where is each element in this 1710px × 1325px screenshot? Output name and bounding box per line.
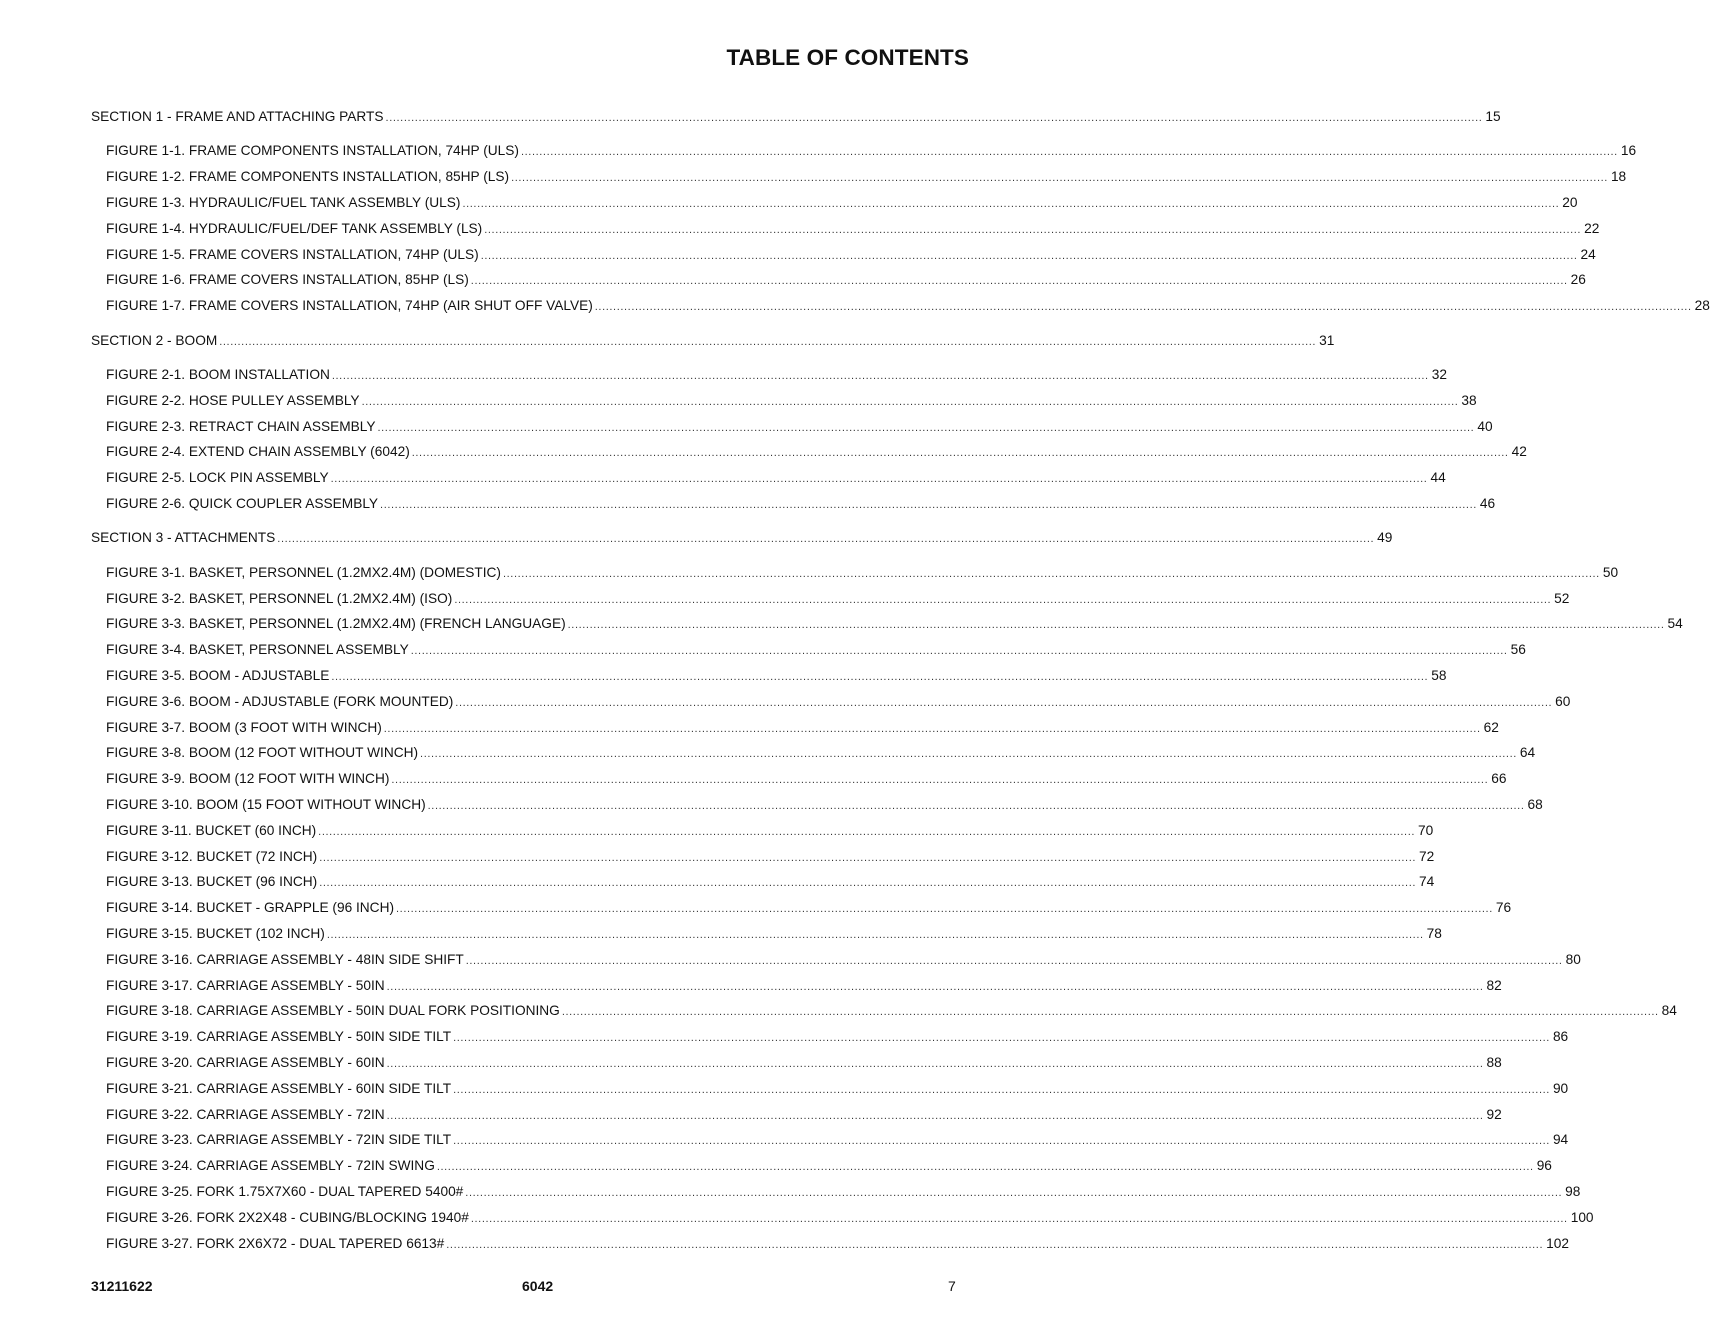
entry-title: SECTION 1 - FRAME AND ATTACHING PARTS: [91, 109, 384, 124]
toc-figure-entry[interactable]: [106, 418, 1493, 436]
dot-leader: ............................................................................................................................................................................................................................................................................................................: [326, 929, 1424, 941]
entry-page-number: 54: [1667, 616, 1683, 632]
dot-leader: ............................................................................................................................................................................................................................................................................................................: [567, 619, 1665, 632]
entry-page-number: 84: [1661, 1003, 1677, 1019]
entry-page-number: 78: [1426, 926, 1442, 941]
toc-figure-entry[interactable]: [106, 693, 1571, 711]
dot-leader: ............................................................................................................................................................................................................................................................................................................: [453, 1032, 1550, 1045]
dot-leader: ............................................................................................................................................................................................................................................................................................................: [470, 1212, 1568, 1225]
entry-title: FIGURE 3-12. BUCKET (72 INCH): [106, 848, 318, 864]
entry-title: SECTION 2 - BOOM: [91, 332, 218, 348]
dot-leader: ............................................................................................................................................................................................................................................................................................................: [330, 473, 1428, 486]
dot-leader: ............................................................................................................................................................................................................................................................................................................: [383, 722, 1481, 735]
entry-title: FIGURE 1-1. FRAME COMPONENTS INSTALLATION, 74HP (ULS): [106, 143, 519, 159]
toc-figure-entry[interactable]: [106, 667, 1447, 685]
dot-leader: ............................................................................................................................................................................................................................................................................................................: [511, 172, 1608, 185]
entry-title: FIGURE 3-15. BUCKET (102 INCH): [106, 926, 325, 941]
dot-leader: ............................................................................................................................................................................................................................................................................................................: [462, 198, 1560, 210]
toc-section-entry[interactable]: [91, 332, 1335, 350]
dot-leader: ............................................................................................................................................................................................................................................................................................................: [331, 671, 1429, 683]
entry-title: FIGURE 3-27. FORK 2X6X72 - DUAL TAPERED 6613#: [106, 1235, 445, 1251]
toc-figure-entry[interactable]: [106, 615, 1683, 633]
dot-leader: ............................................................................................................................................................................................................................................................................................................: [484, 223, 1582, 236]
entry-title: FIGURE 2-6. QUICK COUPLER ASSEMBLY: [106, 496, 379, 511]
toc-figure-entry[interactable]: [106, 873, 1435, 891]
entry-title: FIGURE 3-5. BOOM - ADJUSTABLE: [106, 668, 330, 683]
entry-title: FIGURE 3-9. BOOM (12 FOOT WITH WINCH): [106, 771, 390, 787]
toc-figure-entry[interactable]: [106, 271, 1586, 289]
entry-page-number: 82: [1486, 977, 1502, 993]
toc-figure-entry[interactable]: [106, 297, 1710, 315]
entry-page-number: 18: [1610, 169, 1627, 185]
dot-leader: ............................................................................................................................................................................................................................................................................................................: [520, 146, 1618, 159]
toc-figure-entry[interactable]: [106, 142, 1637, 160]
toc-figure-entry[interactable]: [106, 495, 1496, 513]
entry-page-number: 50: [1602, 564, 1619, 580]
entry-title: FIGURE 1-4. HYDRAULIC/FUEL/DEF TANK ASSEMBLY (LS): [106, 220, 483, 236]
entry-page-number: 58: [1431, 668, 1447, 683]
dot-leader: ............................................................................................................................................................................................................................................................................................................: [453, 1083, 1550, 1096]
toc-figure-entry[interactable]: [106, 469, 1446, 487]
dot-leader: ............................................................................................................................................................................................................................................................................................................: [377, 421, 1475, 434]
toc-figure-entry[interactable]: [106, 443, 1527, 461]
dot-leader: ............................................................................................................................................................................................................................................................................................................: [470, 275, 1568, 288]
dot-leader: ............................................................................................................................................................................................................................................................................................................: [594, 301, 1692, 314]
entry-title: FIGURE 3-10. BOOM (15 FOOT WITHOUT WINCH): [106, 797, 426, 812]
entry-page-number: 74: [1419, 874, 1435, 890]
dot-leader: ............................................................................................................................................................................................................................................................................................................: [465, 1187, 1563, 1199]
entry-page-number: 100: [1570, 1209, 1594, 1225]
dot-leader: ............................................................................................................................................................................................................................................................................................................: [453, 1135, 1550, 1148]
toc-section-entry[interactable]: [91, 529, 1393, 547]
entry-title: FIGURE 1-3. HYDRAULIC/FUEL TANK ASSEMBLY (ULS): [106, 195, 461, 210]
footer-page-number: 7: [948, 1278, 956, 1294]
entry-title: FIGURE 3-4. BASKET, PERSONNEL ASSEMBLY: [106, 642, 409, 658]
dot-leader: ............................................................................................................................................................................................................................................................................................................: [318, 825, 1416, 838]
toc-figure-entry[interactable]: [106, 1183, 1581, 1201]
dot-leader: ............................................................................................................................................................................................................................................................................................................: [455, 696, 1553, 709]
entry-page-number: 56: [1510, 642, 1526, 658]
dot-leader: ............................................................................................................................................................................................................................................................................................................: [219, 335, 1317, 348]
entry-title: FIGURE 3-1. BASKET, PERSONNEL (1.2MX2.4M) (DOMESTIC): [106, 564, 501, 580]
entry-title: FIGURE 3-20. CARRIAGE ASSEMBLY - 60IN: [106, 1055, 385, 1070]
entry-page-number: 31: [1319, 332, 1335, 348]
toc-figure-entry[interactable]: [106, 194, 1578, 212]
entry-title: FIGURE 3-18. CARRIAGE ASSEMBLY - 50IN DUAL FORK POSITIONING: [106, 1003, 560, 1019]
dot-leader: ............................................................................................................................................................................................................................................................................................................: [411, 447, 1509, 460]
entry-page-number: 86: [1552, 1029, 1569, 1045]
entry-title: FIGURE 1-6. FRAME COVERS INSTALLATION, 85HP (LS): [106, 272, 469, 288]
dot-leader: ............................................................................................................................................................................................................................................................................................................: [396, 903, 1493, 916]
entry-title: FIGURE 3-21. CARRIAGE ASSEMBLY - 60IN SIDE TILT: [106, 1080, 452, 1096]
entry-page-number: 44: [1430, 470, 1446, 486]
toc-figure-entry[interactable]: [106, 1157, 1552, 1175]
entry-title: FIGURE 3-6. BOOM - ADJUSTABLE (FORK MOUNTED): [106, 693, 454, 709]
entry-page-number: 46: [1479, 496, 1496, 511]
entry-page-number: 42: [1511, 444, 1527, 460]
entry-page-number: 40: [1477, 418, 1493, 434]
entry-page-number: 76: [1495, 900, 1512, 916]
entry-title: FIGURE 3-17. CARRIAGE ASSEMBLY - 50IN: [106, 977, 385, 993]
entry-title: FIGURE 2-1. BOOM INSTALLATION: [106, 367, 330, 382]
dot-leader: ............................................................................................................................................................................................................................................................................................................: [380, 499, 1477, 511]
dot-leader: ............................................................................................................................................................................................................................................................................................................: [361, 395, 1459, 408]
entry-title: FIGURE 3-8. BOOM (12 FOOT WITHOUT WINCH): [106, 745, 419, 761]
entry-page-number: 16: [1620, 143, 1637, 159]
entry-page-number: 24: [1580, 246, 1596, 262]
toc-figure-entry[interactable]: [106, 822, 1434, 840]
entry-title: FIGURE 1-5. FRAME COVERS INSTALLATION, 74HP (ULS): [106, 246, 479, 262]
entry-title: FIGURE 3-3. BASKET, PERSONNEL (1.2MX2.4M) (FRENCH LANGUAGE): [106, 616, 566, 632]
entry-page-number: 90: [1552, 1080, 1569, 1096]
entry-page-number: 94: [1552, 1132, 1569, 1148]
toc-figure-entry[interactable]: [106, 951, 1581, 969]
toc-figure-entry[interactable]: [106, 925, 1442, 943]
entry-title: FIGURE 2-5. LOCK PIN ASSEMBLY: [106, 470, 329, 486]
entry-page-number: 70: [1418, 822, 1434, 838]
dot-leader: ............................................................................................................................................................................................................................................................................................................: [446, 1238, 1544, 1251]
entry-title: FIGURE 3-13. BUCKET (96 INCH): [106, 874, 318, 890]
entry-page-number: 102: [1546, 1235, 1569, 1251]
entry-page-number: 49: [1377, 530, 1393, 546]
entry-title: FIGURE 3-16. CARRIAGE ASSEMBLY - 48IN SIDE SHIFT: [106, 951, 464, 967]
dot-leader: ............................................................................................................................................................................................................................................................................................................: [331, 370, 1429, 382]
entry-page-number: 96: [1536, 1158, 1552, 1174]
entry-page-number: 22: [1584, 220, 1600, 236]
toc-section-entry[interactable]: [91, 108, 1501, 126]
entry-title: FIGURE 3-7. BOOM (3 FOOT WITH WINCH): [106, 719, 382, 735]
entry-title: FIGURE 3-24. CARRIAGE ASSEMBLY - 72IN SWING: [106, 1158, 435, 1174]
entry-page-number: 64: [1519, 745, 1536, 761]
entry-page-number: 15: [1485, 109, 1501, 124]
entry-title: FIGURE 3-19. CARRIAGE ASSEMBLY - 50IN SIDE TILT: [106, 1029, 452, 1045]
footer-doc-number: 31211622: [91, 1278, 153, 1294]
entry-page-number: 66: [1491, 771, 1507, 787]
entry-title: FIGURE 1-7. FRAME COVERS INSTALLATION, 74HP (AIR SHUT OFF VALVE): [106, 298, 593, 314]
entry-page-number: 92: [1486, 1106, 1502, 1122]
entry-page-number: 62: [1483, 719, 1499, 735]
entry-page-number: 38: [1461, 392, 1477, 408]
toc-figure-entry[interactable]: [106, 220, 1600, 238]
entry-page-number: 20: [1562, 195, 1578, 210]
entry-title: FIGURE 2-2. HOSE PULLEY ASSEMBLY: [106, 392, 360, 408]
entry-title: FIGURE 3-22. CARRIAGE ASSEMBLY - 72IN: [106, 1106, 385, 1122]
dot-leader: ............................................................................................................................................................................................................................................................................................................: [319, 851, 1417, 864]
dot-leader: ............................................................................................................................................................................................................................................................................................................: [427, 800, 1525, 812]
toc-figure-entry[interactable]: [106, 246, 1596, 264]
entry-title: FIGURE 2-3. RETRACT CHAIN ASSEMBLY: [106, 418, 376, 434]
dot-leader: ............................................................................................................................................................................................................................................................................................................: [385, 112, 1483, 124]
toc-figure-entry[interactable]: [106, 564, 1619, 582]
page-title: TABLE OF CONTENTS: [726, 45, 969, 70]
toc-figure-entry[interactable]: [106, 1054, 1502, 1072]
entry-title: FIGURE 3-14. BUCKET - GRAPPLE (96 INCH): [106, 900, 395, 916]
toc-figure-entry[interactable]: [106, 1235, 1569, 1253]
toc-figure-entry[interactable]: [106, 1131, 1569, 1149]
dot-leader: ............................................................................................................................................................................................................................................................................................................: [319, 877, 1417, 890]
entry-title: FIGURE 1-2. FRAME COMPONENTS INSTALLATION, 85HP (LS): [106, 169, 510, 185]
entry-page-number: 88: [1486, 1055, 1502, 1070]
entry-title: FIGURE 3-26. FORK 2X2X48 - CUBING/BLOCKING 1940#: [106, 1209, 469, 1225]
toc-figure-entry[interactable]: [106, 719, 1499, 737]
dot-leader: ............................................................................................................................................................................................................................................................................................................: [436, 1161, 1534, 1174]
toc-figure-entry[interactable]: [106, 590, 1570, 608]
dot-leader: ............................................................................................................................................................................................................................................................................................................: [480, 249, 1578, 262]
toc-figure-entry[interactable]: [106, 1209, 1594, 1227]
entry-title: FIGURE 3-11. BUCKET (60 INCH): [106, 822, 317, 838]
toc-figure-entry[interactable]: [106, 796, 1543, 814]
entry-page-number: 32: [1431, 367, 1447, 382]
entry-page-number: 60: [1555, 693, 1571, 709]
entry-page-number: 68: [1527, 797, 1543, 812]
dot-leader: ............................................................................................................................................................................................................................................................................................................: [454, 593, 1552, 606]
entry-page-number: 52: [1554, 590, 1570, 606]
entry-page-number: 98: [1565, 1184, 1581, 1199]
toc-figure-entry[interactable]: [106, 392, 1477, 410]
dot-leader: ............................................................................................................................................................................................................................................................................................................: [386, 1109, 1484, 1122]
toc-figure-entry[interactable]: [106, 1080, 1569, 1098]
dot-leader: ............................................................................................................................................................................................................................................................................................................: [502, 567, 1600, 580]
entry-title: FIGURE 3-23. CARRIAGE ASSEMBLY - 72IN SIDE TILT: [106, 1132, 452, 1148]
entry-title: FIGURE 2-4. EXTEND CHAIN ASSEMBLY (6042): [106, 444, 410, 460]
toc-figure-entry[interactable]: [106, 848, 1435, 866]
entry-title: SECTION 3 - ATTACHMENTS: [91, 530, 276, 546]
dot-leader: ............................................................................................................................................................................................................................................................................................................: [410, 645, 1508, 658]
entry-page-number: 80: [1565, 951, 1581, 967]
dot-leader: ............................................................................................................................................................................................................................................................................................................: [420, 748, 1517, 761]
entry-page-number: 72: [1419, 848, 1435, 864]
entry-page-number: 28: [1694, 298, 1710, 314]
entry-page-number: 26: [1570, 272, 1586, 288]
entry-title: FIGURE 3-2. BASKET, PERSONNEL (1.2MX2.4M) (ISO): [106, 590, 453, 606]
toc-figure-entry[interactable]: [106, 977, 1502, 995]
footer-model: 6042: [522, 1278, 554, 1294]
dot-leader: ............................................................................................................................................................................................................................................................................................................: [277, 533, 1375, 546]
toc-figure-entry[interactable]: [106, 744, 1536, 762]
dot-leader: ............................................................................................................................................................................................................................................................................................................: [465, 954, 1563, 967]
dot-leader: ............................................................................................................................................................................................................................................................................................................: [391, 774, 1489, 787]
toc-figure-entry[interactable]: [106, 1106, 1502, 1124]
toc-figure-entry[interactable]: [106, 366, 1447, 384]
entry-title: FIGURE 3-25. FORK 1.75X7X60 - DUAL TAPERED 5400#: [106, 1184, 464, 1199]
toc-figure-entry[interactable]: [106, 641, 1526, 659]
toc-figure-entry[interactable]: [106, 168, 1627, 186]
toc-figure-entry[interactable]: [106, 770, 1507, 788]
toc-figure-entry[interactable]: [106, 1002, 1677, 1020]
dot-leader: ............................................................................................................................................................................................................................................................................................................: [386, 1058, 1484, 1070]
dot-leader: ............................................................................................................................................................................................................................................................................................................: [561, 1006, 1659, 1019]
toc-figure-entry[interactable]: [106, 899, 1512, 917]
toc-figure-entry[interactable]: [106, 1028, 1569, 1046]
dot-leader: ............................................................................................................................................................................................................................................................................................................: [386, 980, 1484, 993]
